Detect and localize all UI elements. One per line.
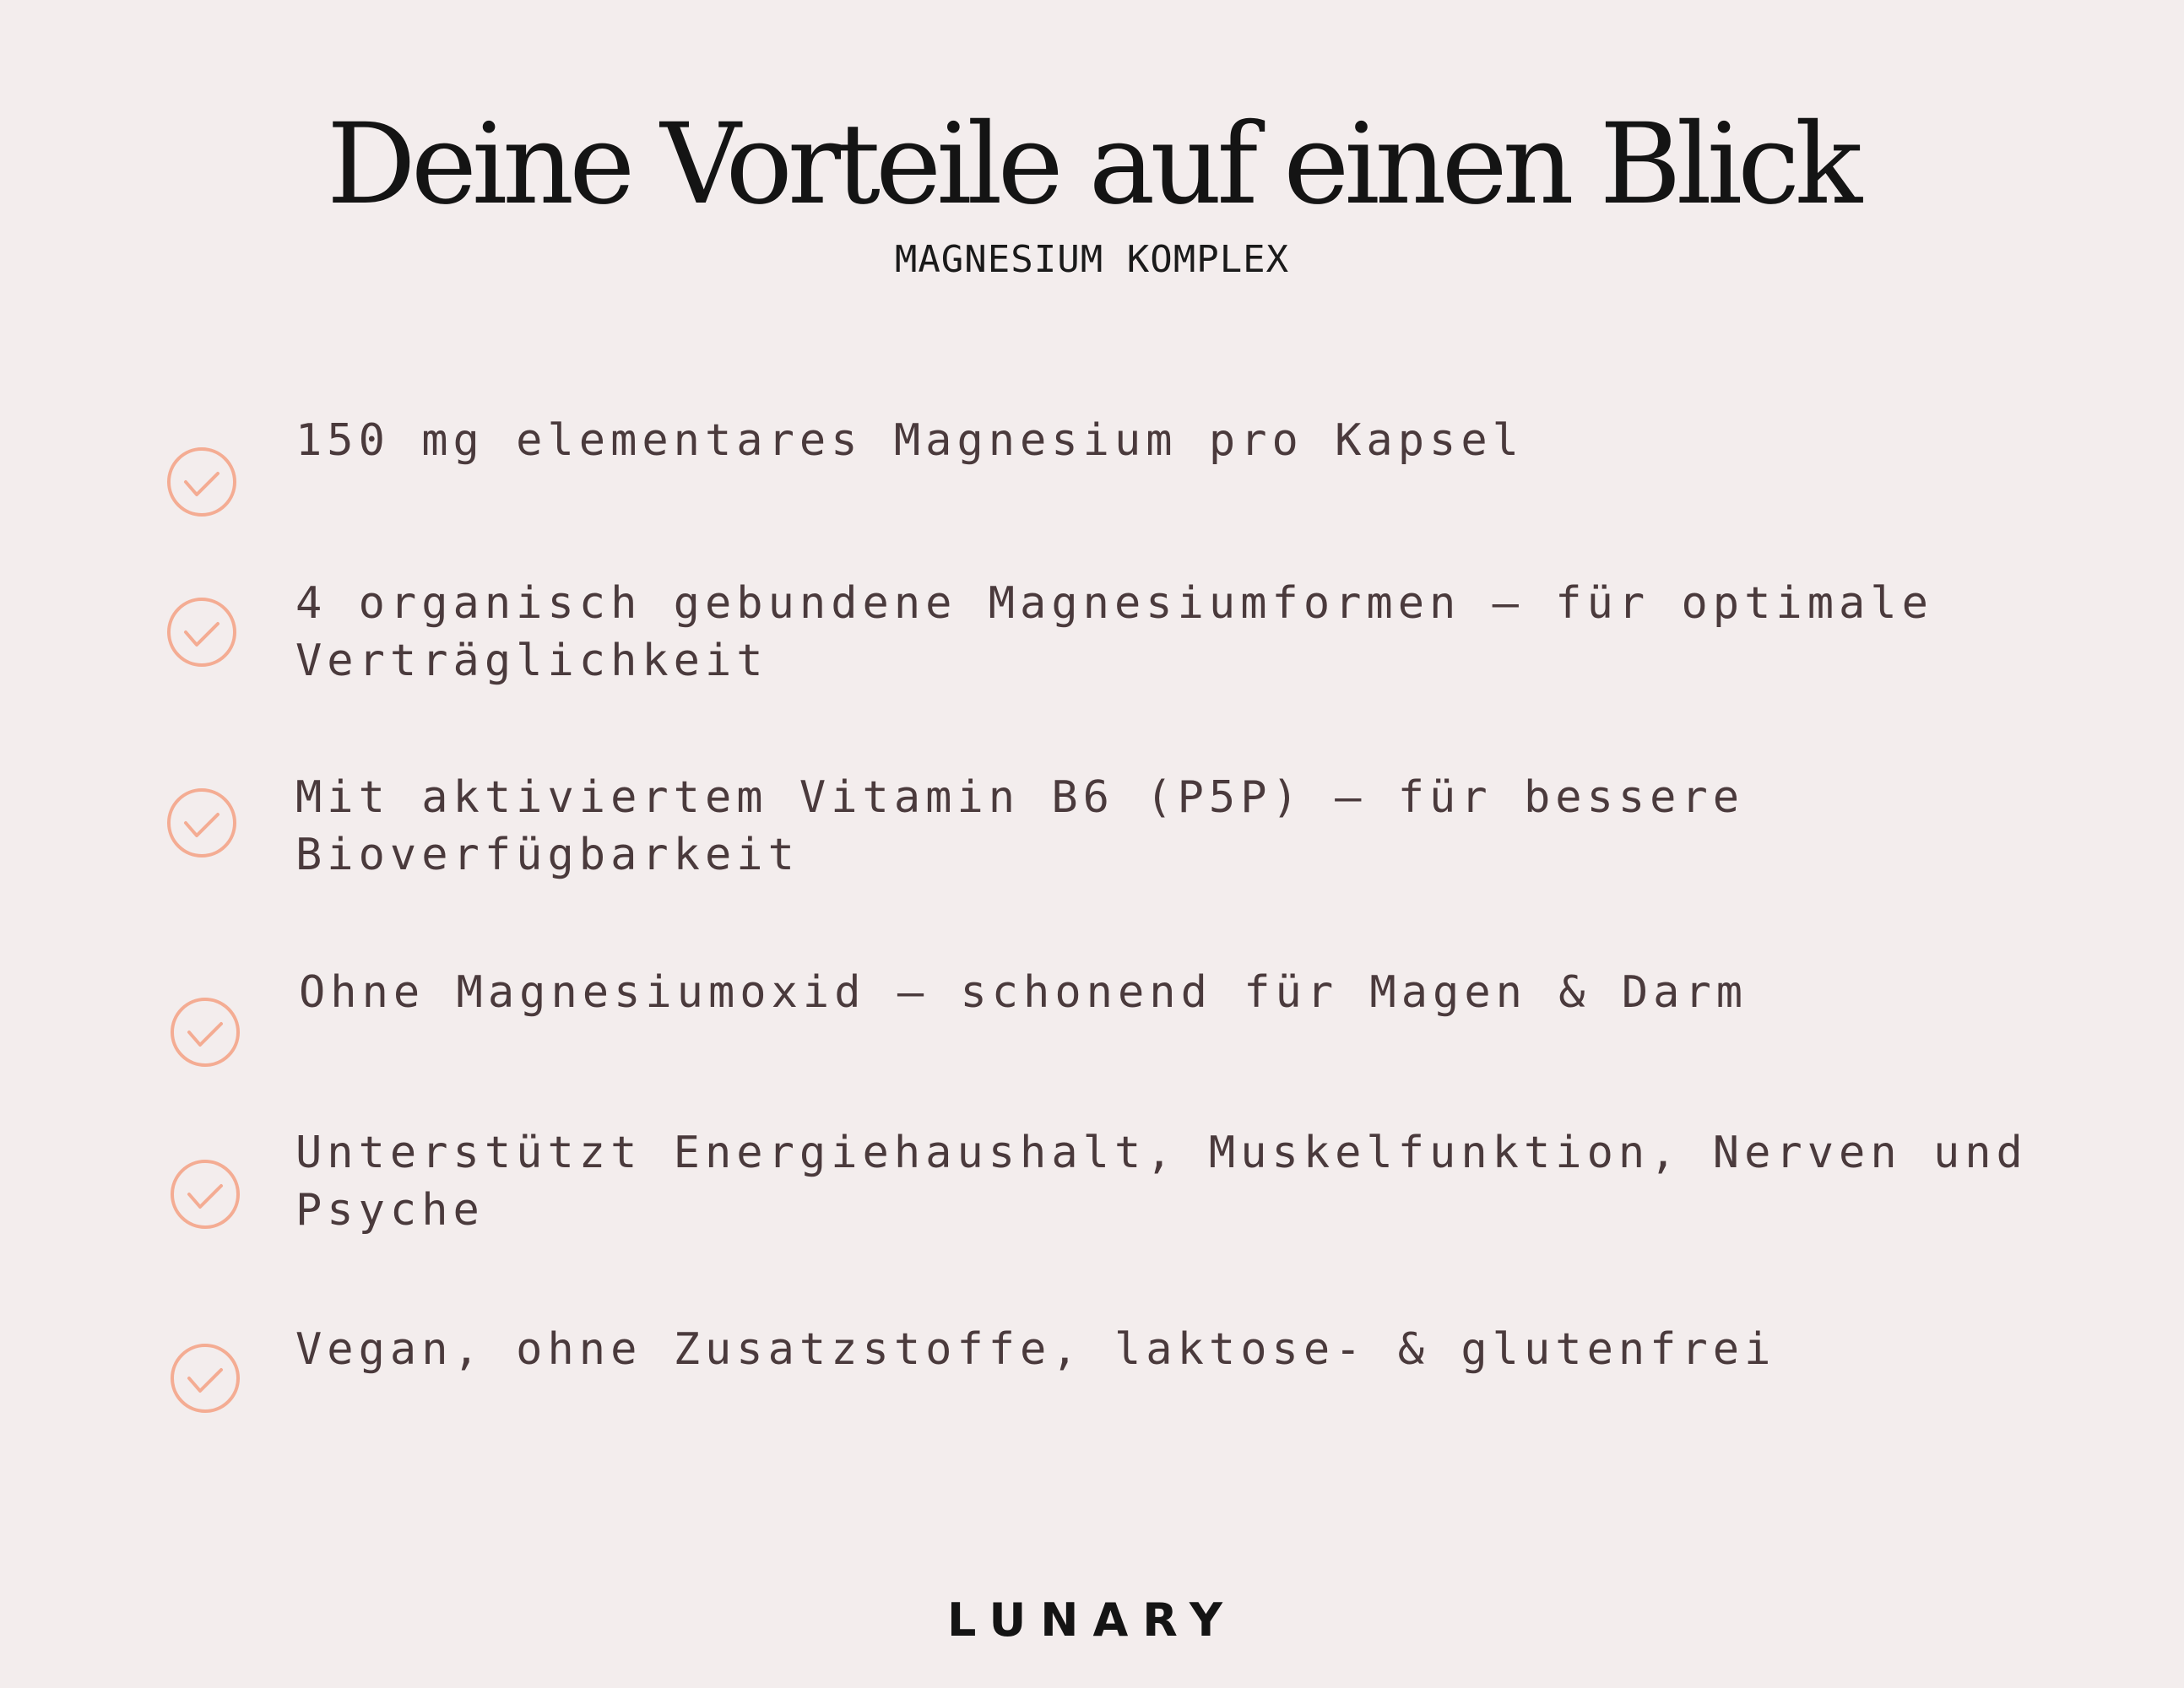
benefit-text: 4 organisch gebundene Magnesiumformen – für optimale Verträglichkeit (295, 578, 1933, 686)
page-title: Deine Vorteile auf einen Blick (326, 100, 1858, 230)
benefit-item (169, 1128, 2111, 1285)
check-circle-icon (165, 787, 238, 859)
brand-logo: LUNARY (946, 1593, 1238, 1647)
check-circle-icon (169, 1342, 241, 1415)
benefit-text: 150 mg elementares Magnesium pro Kapsel (295, 415, 1524, 466)
benefit-text: Unterstützt Energiehaushalt, Muskelfunktion, Nerven und Psyche (295, 1128, 2028, 1236)
benefit-item (165, 415, 2107, 572)
benefit-text: Mit aktiviertem Vitamin B6 (P5P) – für bessere Bioverfügbarkeit (295, 772, 1745, 880)
benefit-item (169, 1324, 2111, 1469)
check-circle-icon (165, 446, 238, 518)
check-circle-icon (169, 996, 241, 1069)
check-circle-icon (169, 1158, 241, 1231)
product-subtitle: MAGNESIUM KOMPLEX (894, 238, 1290, 281)
benefit-text: Ohne Magnesiumoxid – schonend für Magen & Darm (299, 967, 1748, 1018)
benefit-item (165, 578, 2107, 722)
benefit-item (169, 967, 2111, 1123)
benefit-item (165, 772, 2107, 913)
check-circle-icon (165, 596, 238, 668)
benefit-text: Vegan, ohne Zusatzstoffe, laktose- & glutenfrei (295, 1324, 1776, 1375)
